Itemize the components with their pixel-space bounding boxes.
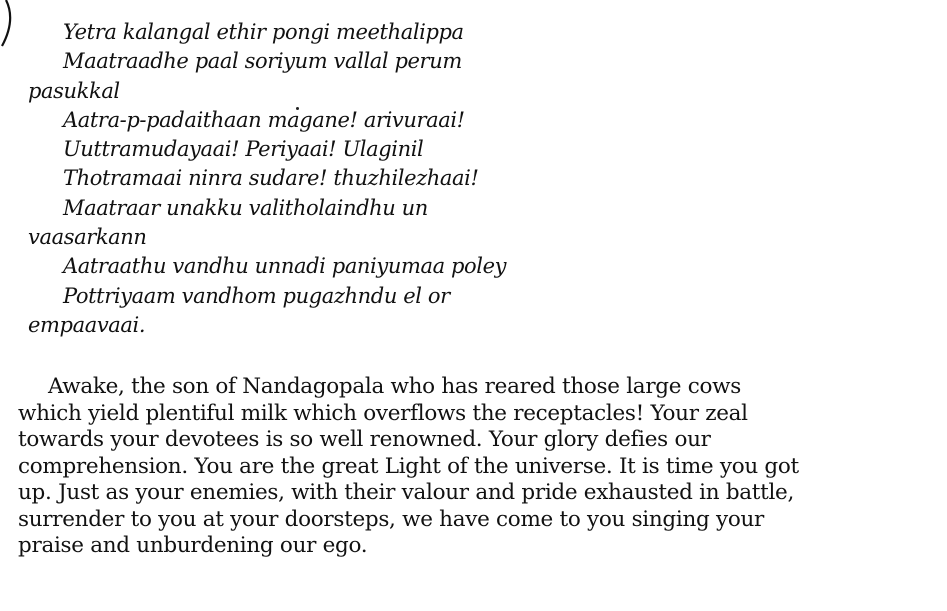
paragraph-line: Awake, the son of Nandagopala who has reared those large cows bbox=[48, 374, 741, 399]
paragraph-line: towards your devotees is so well renowned. Your glory defies our bbox=[18, 427, 711, 452]
paragraph-line: praise and unburdening our ego. bbox=[18, 533, 368, 558]
verse-line: Aatraathu vandhu unnadi paniyumaa poley bbox=[63, 254, 507, 279]
margin-bracket-mark bbox=[0, 0, 20, 48]
paragraph-line: which yield plentiful milk which overflows the receptacles! Your zeal bbox=[18, 400, 748, 426]
translation-paragraph bbox=[18, 374, 918, 560]
verse-line: Aatra-p-padaithaan magane! arivuraai! bbox=[63, 107, 465, 132]
verse-line: Yetra kalangal ethir pongi meethalippa bbox=[63, 20, 464, 44]
verse-line: Uuttramudayaai! Periyaai! Ulaginil bbox=[63, 137, 424, 162]
verse-line: pasukkal bbox=[28, 78, 120, 103]
paragraph-line: up. Just as your enemies, with their valour and pride exhausted in battle, bbox=[18, 480, 795, 505]
verse-line: Maatraadhe paal soriyum vallal perum bbox=[63, 49, 462, 74]
verse-line: Maatraar unakku valitholaindhu un bbox=[63, 195, 428, 220]
verse-line: Thotramaai ninra sudare! thuzhilezhaai! bbox=[63, 166, 479, 191]
verse-line: Pottriyaam vandhom pugazhndu el or bbox=[63, 283, 450, 308]
paragraph-line: comprehension. You are the great Light of the universe. It is time you got bbox=[18, 453, 799, 479]
verse-line: empaavaai. bbox=[28, 312, 146, 337]
verse-block bbox=[28, 18, 588, 340]
paragraph-line: surrender to you at your doorsteps, we have come to you singing your bbox=[18, 506, 765, 532]
verse-line: vaasarkann bbox=[28, 225, 147, 250]
